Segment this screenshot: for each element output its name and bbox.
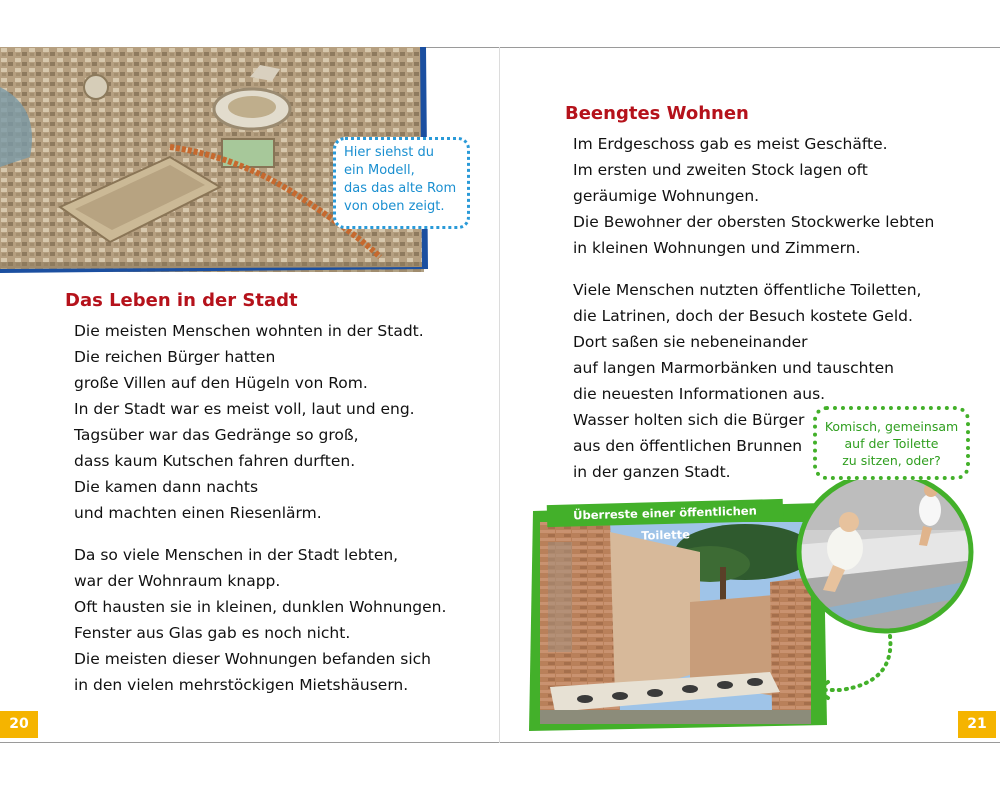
text-line: Viele Menschen nutzten öffentliche Toiletten, bbox=[573, 281, 922, 299]
text-line: große Villen auf den Hügeln von Rom. bbox=[74, 374, 368, 392]
text-line: in kleinen Wohnungen und Zimmern. bbox=[573, 239, 861, 257]
speech-bubble-comment bbox=[813, 406, 970, 480]
text-line: war der Wohnraum knapp. bbox=[74, 572, 281, 590]
text-line: die neuesten Informationen aus. bbox=[573, 385, 826, 403]
text-line: Dort saßen sie nebeneinander bbox=[573, 333, 808, 351]
text-line: in den vielen mehrstöckigen Mietshäusern. bbox=[74, 676, 409, 694]
left-paragraph-1 bbox=[74, 318, 424, 526]
caption-line: von oben zeigt. bbox=[344, 199, 445, 214]
text-line: Fenster aus Glas gab es noch nicht. bbox=[74, 624, 351, 642]
book-spine bbox=[499, 47, 500, 743]
caption-line: das das alte Rom bbox=[344, 181, 457, 196]
text-line: Die meisten Menschen wohnten in der Stadt. bbox=[74, 322, 424, 340]
bottom-border bbox=[0, 742, 1000, 743]
text-line: Die kamen dann nachts bbox=[74, 478, 259, 496]
text-line: Wasser holten sich die Bürger bbox=[573, 411, 805, 429]
text-line: in der ganzen Stadt. bbox=[573, 463, 731, 481]
text-line: Tagsüber war das Gedränge so groß, bbox=[74, 426, 359, 444]
text-line: Da so viele Menschen in der Stadt lebten, bbox=[74, 546, 399, 564]
latrine-photo bbox=[540, 522, 811, 724]
text-line: geräumige Wohnungen. bbox=[573, 187, 760, 205]
page-number-right: 21 bbox=[958, 711, 996, 738]
text-line: Oft hausten sie in kleinen, dunklen Wohnungen. bbox=[74, 598, 447, 616]
text-line: aus den öffentlichen Brunnen bbox=[573, 437, 803, 455]
section-title-city-life: Das Leben in der Stadt bbox=[65, 290, 298, 311]
text-line: In der Stadt war es meist voll, laut und eng. bbox=[74, 400, 415, 418]
latrine-photo-caption: Überreste einer öffentlichen Toilette bbox=[547, 499, 783, 527]
caption-line: Hier siehst du bbox=[344, 145, 434, 160]
text-line: Die Bewohner der obersten Stockwerke lebten bbox=[573, 213, 935, 231]
left-paragraph-2 bbox=[74, 542, 446, 698]
latrine-illustration bbox=[795, 470, 975, 635]
section-title-cramped-living: Beengtes Wohnen bbox=[565, 103, 749, 124]
text-line: Im Erdgeschoss gab es meist Geschäfte. bbox=[573, 135, 888, 153]
page-number-left: 20 bbox=[0, 711, 38, 738]
text-line: Im ersten und zweiten Stock lagen oft bbox=[573, 161, 868, 179]
dotted-pointer-arrow bbox=[800, 628, 900, 708]
text-line: dass kaum Kutschen fahren durften. bbox=[74, 452, 356, 470]
bubble-line: zu sitzen, oder? bbox=[842, 453, 941, 468]
rome-photo-caption-bubble bbox=[333, 137, 470, 229]
caption-line: ein Modell, bbox=[344, 163, 415, 178]
text-line: die Latrinen, doch der Besuch kostete Geld. bbox=[573, 307, 913, 325]
text-line: Die reichen Bürger hatten bbox=[74, 348, 276, 366]
bubble-line: Komisch, gemeinsam bbox=[824, 419, 959, 434]
bubble-line: auf der Toilette bbox=[844, 436, 939, 451]
text-line: Die meisten dieser Wohnungen befanden sich bbox=[74, 650, 432, 668]
text-line: auf langen Marmorbänken und tauschten bbox=[573, 359, 894, 377]
text-line: und machten einen Riesenlärm. bbox=[74, 504, 322, 522]
right-paragraph-1 bbox=[573, 131, 934, 261]
